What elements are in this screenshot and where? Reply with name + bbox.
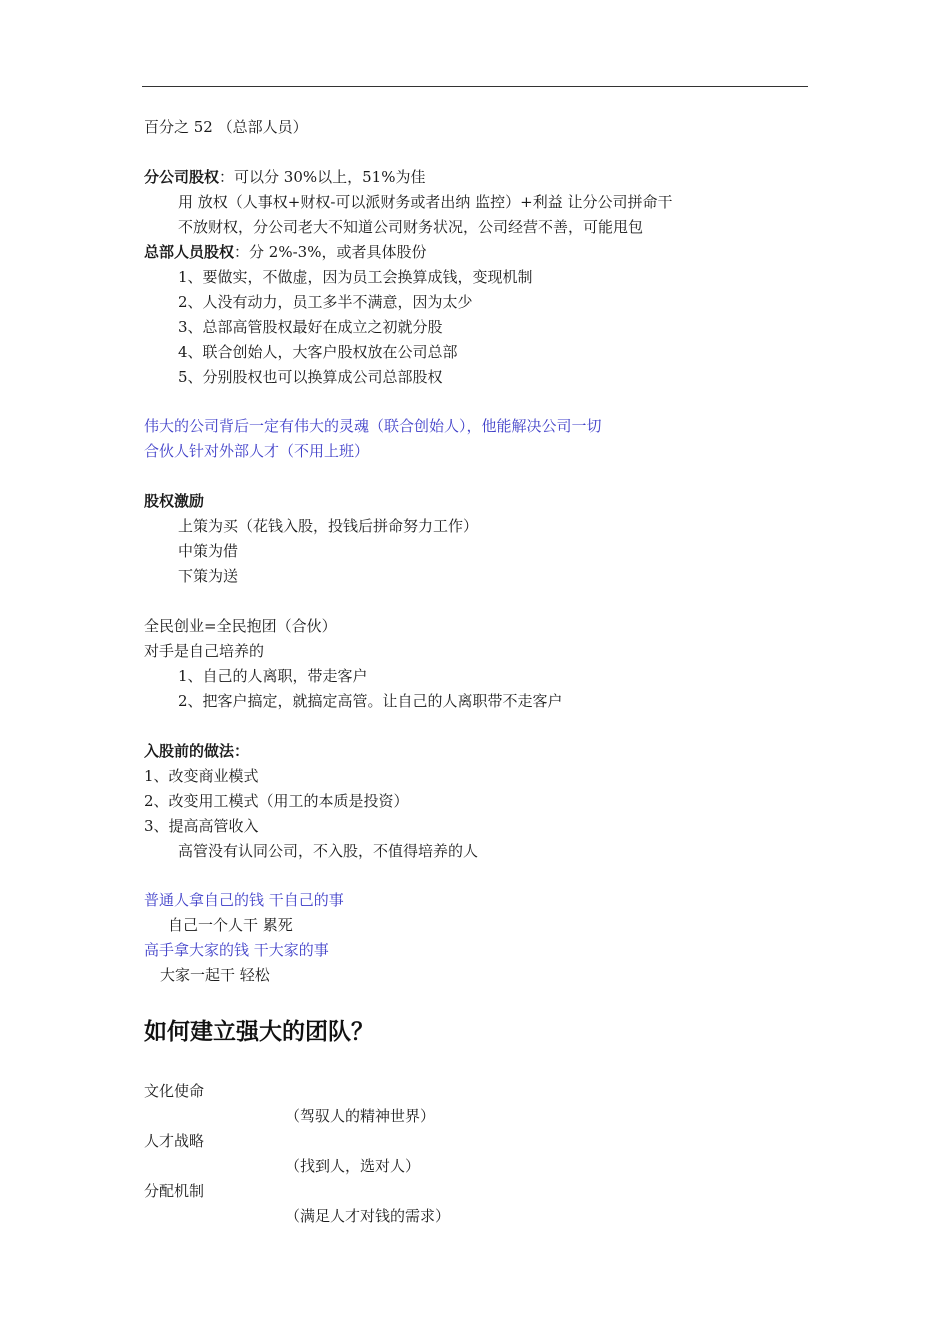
text-line: （驾驭人的精神世界）	[285, 1107, 436, 1125]
text-line: （满足人才对钱的需求）	[285, 1207, 451, 1225]
list-item: 3、提高高管收入	[144, 817, 259, 835]
text-line: 百分之 52 （总部人员）	[144, 118, 308, 136]
text-line: （找到人，选对人）	[285, 1157, 421, 1175]
text-line: 全民创业=全民抱团（合伙）	[144, 617, 337, 635]
text-line: 不放财权，分公司老大不知道公司财务状况，公司经营不善，可能甩包	[178, 218, 644, 236]
text-line: 用 放权（人事权+财权-可以派财务或者出纳 监控）+利益 让分公司拼命干	[178, 193, 673, 211]
text-line: 高管没有认同公司，不入股，不值得培养的人	[178, 842, 479, 860]
text-line	[144, 167, 425, 187]
text-line: 文化使命	[144, 1082, 205, 1100]
highlight-line: 高手拿大家的钱 干大家的事	[144, 941, 329, 959]
list-item: 上策为买（花钱入股，投钱后拼命努力工作）	[178, 517, 479, 535]
section-label: 入股前的做法：	[144, 742, 250, 760]
highlight-line: 伟大的公司背后一定有伟大的灵魂（联合创始人），他能解决公司一切	[144, 417, 602, 435]
section-text: ：可以分 30%以上，51%为佳	[219, 168, 426, 186]
list-item: 4、联合创始人，大客户股权放在公司总部	[178, 343, 458, 361]
section-label: 股权激励	[144, 492, 205, 510]
text-line	[144, 242, 426, 262]
text-line: 对手是自己培养的	[144, 642, 265, 660]
highlight-line: 合伙人针对外部人才（不用上班）	[144, 442, 370, 460]
list-item: 1、改变商业模式	[144, 767, 259, 785]
list-item: 2、改变用工模式（用工的本质是投资）	[144, 792, 409, 810]
section-heading: 如何建立强大的团队？	[144, 1019, 374, 1045]
text-line: 人才战略	[144, 1132, 205, 1150]
list-item: 3、总部高管股权最好在成立之初就分股	[178, 318, 443, 336]
list-item: 1、要做实，不做虚，因为员工会换算成钱，变现机制	[178, 268, 533, 286]
list-item: 下策为送	[178, 567, 239, 585]
list-item: 2、把客户搞定，就搞定高管。让自己的人离职带不走客户	[178, 692, 563, 710]
list-item: 1、自己的人离职，带走客户	[178, 667, 368, 685]
highlight-line: 普通人拿自己的钱 干自己的事	[144, 891, 344, 909]
list-item: 5、分别股权也可以换算成公司总部股权	[178, 368, 443, 386]
list-item: 2、人没有动力，员工多半不满意，因为太少	[178, 293, 473, 311]
section-label: 总部人员股权	[144, 243, 235, 261]
list-item: 中策为借	[178, 542, 239, 560]
text-line: 大家一起干 轻松	[160, 966, 270, 984]
section-label: 分公司股权	[144, 168, 220, 186]
text-line: 分配机制	[144, 1182, 205, 1200]
section-text: ：分 2%-3%，或者具体股份	[234, 243, 427, 261]
text-line: 自己一个人干 累死	[168, 916, 293, 934]
header-rule	[142, 86, 808, 87]
